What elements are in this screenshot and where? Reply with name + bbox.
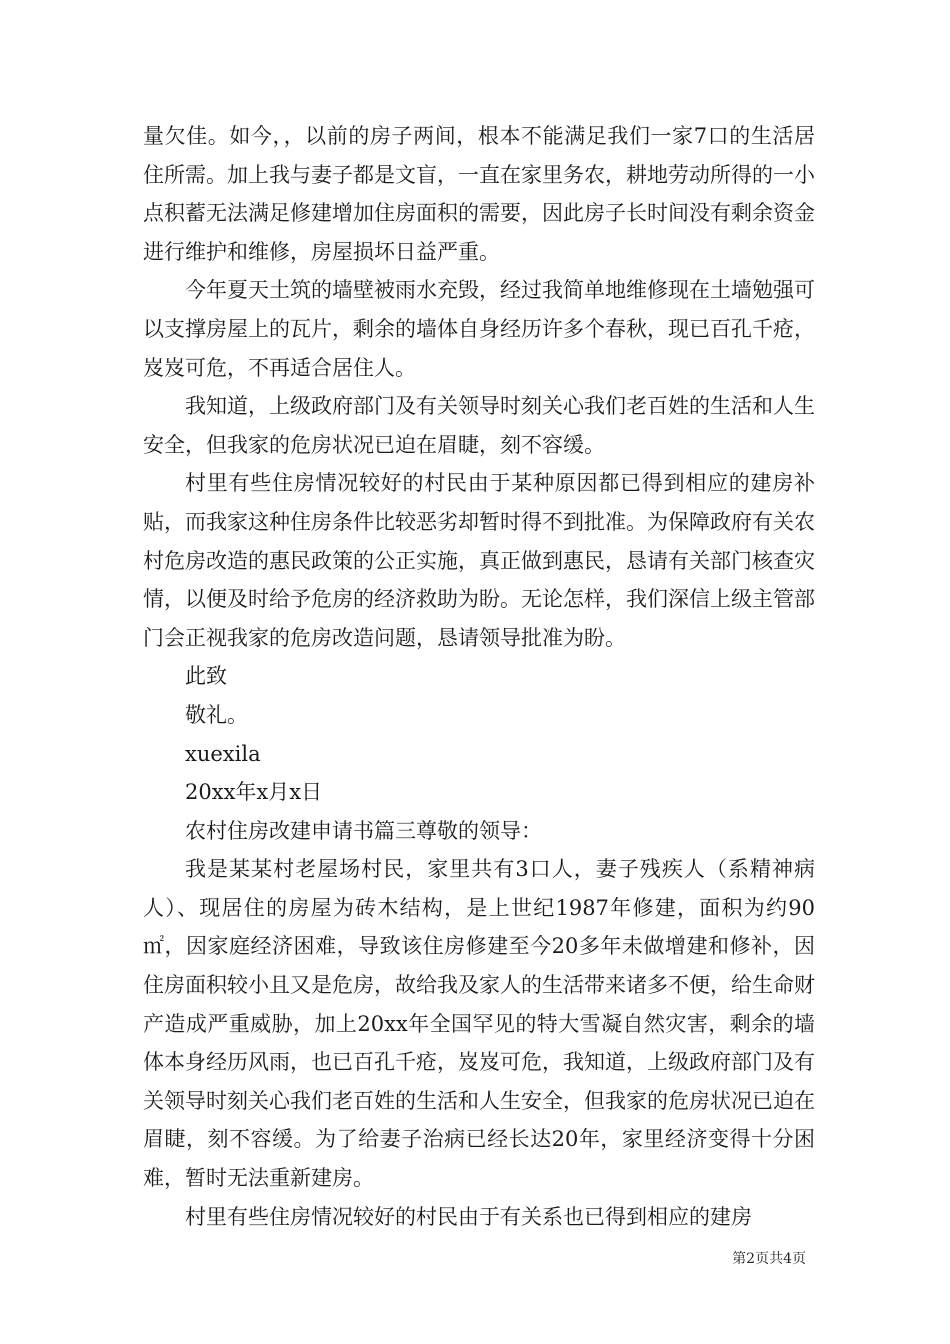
- section-title-part-three: 农村住房改建申请书篇三尊敬的领导：: [185, 818, 542, 843]
- paragraph-villagers-subsidy: 村里有些住房情况较好的村民由于有关系也已得到相应的建房: [185, 1204, 752, 1229]
- date-line: 20xx年x月x日: [185, 780, 323, 805]
- paragraph-family-situation: 我是某某村老屋场村民，家里共有3口人，妻子残疾人（系精神病人）、现居住的房屋为砖木结构，是上世纪1987年修建，面积为约90㎡，因家庭经济困难，导致该住房修建至今20多年未做增建和修补，因住房面积较小且又是危房，故给我及家人的生活带来诸多不便，给生命财产造成严重威胁，加上20xx年全国罕见的特大雪凝自然灾害，剩余的墙体本身经历风雨，也已百孔千疮，岌岌可危，我知道，上级政府部门及有关领导时刻关心我们老百姓的生活和人生安全，但我家的危房状况已迫在眉睫，刻不容缓。为了给妻子治病已经长达20年，家里经济变得十分困难，暂时无法重新建房。: [143, 857, 815, 1191]
- paragraph-government-concern: 我知道，上级政府部门及有关领导时刻关心我们老百姓的生活和人生安全，但我家的危房状况已迫在眉睫，刻不容缓。: [143, 394, 815, 457]
- signature: xuexila: [185, 741, 261, 766]
- page-number-footer: 第2页共4页: [732, 1251, 806, 1267]
- paragraph-wall-damage: 今年夏天土筑的墙壁被雨水充毁，经过我简单地维修现在土墙勉强可以支撑房屋上的瓦片，剩余的墙体自身经历许多个春秋，现已百孔千疮，岌岌可危，不再适合居住人。: [143, 278, 815, 380]
- paragraph-subsidy-request: 村里有些住房情况较好的村民由于某种原因都已得到相应的建房补贴，而我家这种住房条件比较恶劣却暂时得不到批准。为保障政府有关农村危房改造的惠民政策的公正实施，真正做到惠民，恳请有关部门核查灾情，以便及时给予危房的经济救助为盼。无论怎样，我们深信上级主管部门会正视我家的危房改造问题，恳请领导批准为盼。: [143, 471, 815, 650]
- closing-salutation: 此致: [185, 664, 227, 689]
- closing-regards: 敬礼。: [185, 702, 248, 727]
- paragraph-continuation: 量欠佳。如今，，以前的房子两间，根本不能满足我们一家7口的生活居住所需。加上我与妻子都是文盲，一直在家里务农，耕地劳动所得的一小点积蓄无法满足修建增加住房面积的需要，因此房子长时间没有剩余资金进行维护和维修，房屋损坏日益严重。: [143, 124, 815, 264]
- document-body: [143, 117, 815, 1236]
